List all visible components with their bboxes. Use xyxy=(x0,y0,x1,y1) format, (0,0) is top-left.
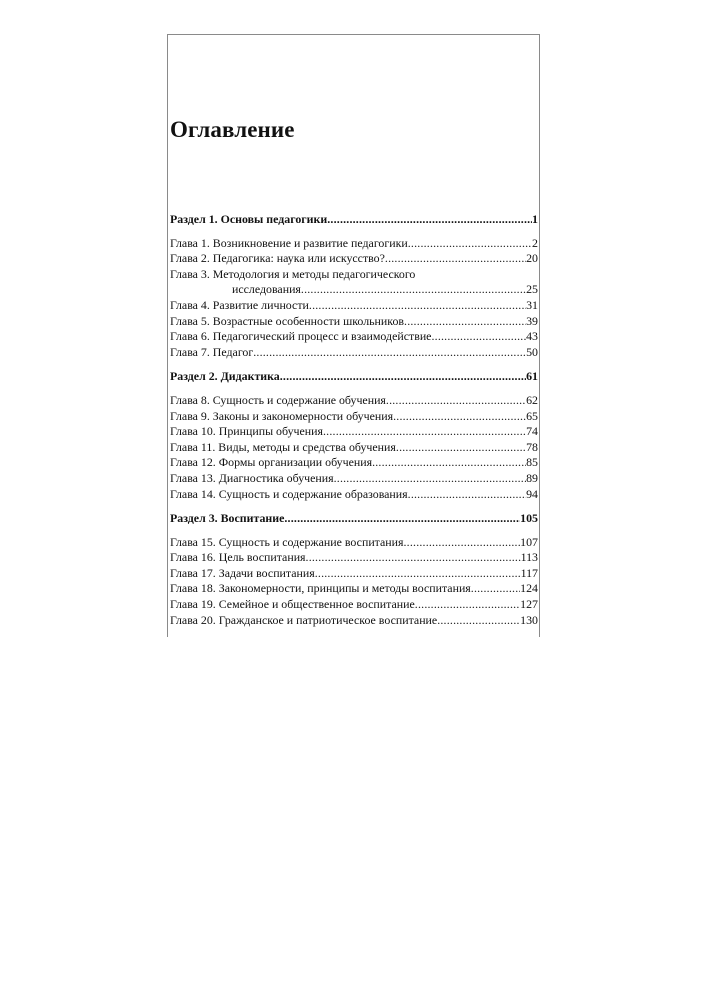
document-page xyxy=(167,34,540,637)
toc-chapter-17[interactable] xyxy=(170,566,538,582)
table-of-contents xyxy=(170,212,538,628)
toc-page-number: 25 xyxy=(526,282,538,297)
toc-entry-label: Глава 18. Закономерности, принципы и методы воспитания xyxy=(170,581,471,596)
toc-page-number: 65 xyxy=(526,408,538,423)
toc-page-number: 1 xyxy=(532,212,538,226)
toc-entry-label: Глава 11. Виды, методы и средства обучения xyxy=(170,439,396,454)
toc-page-number: 89 xyxy=(526,470,538,485)
toc-page-number: 113 xyxy=(520,550,538,565)
toc-entry-label: Глава 14. Сущность и содержание образования xyxy=(170,486,408,501)
toc-page-number: 85 xyxy=(526,455,538,470)
toc-chapter-11[interactable] xyxy=(170,440,538,456)
toc-section-2[interactable] xyxy=(170,369,538,385)
toc-entry-label: Глава 5. Возрастные особенности школьников xyxy=(170,313,405,328)
toc-page-number: 107 xyxy=(520,534,538,549)
dot-leader xyxy=(315,566,521,582)
dot-leader xyxy=(372,455,526,471)
toc-page-number: 117 xyxy=(520,565,538,580)
dot-leader xyxy=(306,550,521,566)
toc-page-number: 39 xyxy=(526,313,538,328)
dot-leader xyxy=(323,424,526,440)
toc-entry-label: Глава 19. Семейное и общественное воспитание xyxy=(170,597,415,612)
toc-chapter-9[interactable] xyxy=(170,409,538,425)
dot-leader xyxy=(437,613,520,629)
page-title: Оглавление xyxy=(170,117,295,142)
toc-entry-label: Глава 7. Педагог xyxy=(170,344,254,359)
toc-section-1[interactable] xyxy=(170,212,538,228)
toc-chapter-7[interactable] xyxy=(170,345,538,361)
dot-leader xyxy=(386,393,526,409)
toc-page-number: 61 xyxy=(526,369,538,384)
toc-chapter-4[interactable] xyxy=(170,298,538,314)
toc-entry-label: Глава 8. Сущность и содержание обучения xyxy=(170,392,386,407)
toc-entry-label: Глава 6. Педагогический процесс и взаимодействие xyxy=(170,329,432,344)
toc-entry-label: Глава 20. Гражданское и патриотическое воспитание xyxy=(170,612,438,627)
toc-page-number: 31 xyxy=(526,297,538,312)
dot-leader xyxy=(393,409,526,425)
dot-leader xyxy=(284,511,520,527)
toc-entry-label: Глава 16. Цель воспитания xyxy=(170,550,306,565)
dot-leader xyxy=(334,471,527,487)
dot-leader xyxy=(431,329,526,345)
toc-chapter-18[interactable] xyxy=(170,581,538,597)
toc-entry-label: Глава 12. Формы организации обучения xyxy=(170,455,373,470)
spacer xyxy=(170,228,538,236)
toc-chapter-6[interactable] xyxy=(170,329,538,345)
spacer xyxy=(170,360,538,369)
toc-entry-label: Глава 13. Диагностика обучения xyxy=(170,470,334,485)
toc-entry-label: Глава 4. Развитие личности xyxy=(170,297,309,312)
toc-chapter-12[interactable] xyxy=(170,455,538,471)
toc-chapter-16[interactable] xyxy=(170,550,538,566)
spacer xyxy=(170,502,538,511)
toc-entry-label: Глава 17. Задачи воспитания xyxy=(170,565,315,580)
toc-entry-label: Раздел 1. Основы педагогики xyxy=(170,212,328,226)
toc-chapter-20[interactable] xyxy=(170,613,538,629)
toc-chapter-8[interactable] xyxy=(170,393,538,409)
dot-leader xyxy=(396,440,526,456)
toc-page-number: 105 xyxy=(520,511,538,526)
dot-leader xyxy=(309,298,526,314)
toc-entry-label: Глава 15. Сущность и содержание воспитания xyxy=(170,534,404,549)
dot-leader xyxy=(471,581,520,597)
toc-chapter-10[interactable] xyxy=(170,424,538,440)
toc-entry-label: Раздел 2. Дидактика xyxy=(170,369,280,384)
toc-entry-label: Глава 2. Педагогика: наука или искусство? xyxy=(170,251,385,266)
toc-chapter-19[interactable] xyxy=(170,597,538,613)
toc-page-number: 20 xyxy=(526,251,538,266)
toc-page-number: 74 xyxy=(526,424,538,439)
toc-chapter-13[interactable] xyxy=(170,471,538,487)
toc-page-number: 43 xyxy=(526,329,538,344)
dot-leader xyxy=(385,251,526,267)
toc-entry-label: Глава 3. Методология и методы педагогического xyxy=(170,266,416,281)
spacer xyxy=(170,527,538,535)
dot-leader xyxy=(301,282,526,298)
toc-chapter-3-line-1[interactable] xyxy=(170,267,538,283)
dot-leader xyxy=(404,535,521,551)
dot-leader xyxy=(280,369,526,385)
toc-chapter-5[interactable] xyxy=(170,314,538,330)
toc-section-3[interactable] xyxy=(170,511,538,527)
toc-page-number: 62 xyxy=(526,392,538,407)
toc-page-number: 2 xyxy=(532,235,538,250)
dot-leader xyxy=(408,236,532,252)
dot-leader xyxy=(408,487,526,503)
toc-chapter-1[interactable] xyxy=(170,236,538,252)
toc-page-number: 94 xyxy=(526,486,538,501)
toc-entry-label: Глава 10. Принципы обучения xyxy=(170,424,323,439)
toc-entry-label: исследования xyxy=(232,282,301,297)
dot-leader xyxy=(404,314,526,330)
spacer xyxy=(170,385,538,393)
toc-page-number: 78 xyxy=(526,439,538,454)
dot-leader xyxy=(253,345,526,361)
toc-entry-label: Глава 1. Возникновение и развитие педагогики xyxy=(170,235,408,250)
dot-leader xyxy=(415,597,520,613)
toc-chapter-14[interactable] xyxy=(170,487,538,503)
toc-page-number: 124 xyxy=(520,581,538,596)
dot-leader xyxy=(327,212,532,228)
toc-chapter-3-line-2[interactable] xyxy=(170,282,538,298)
toc-page-number: 127 xyxy=(520,597,538,612)
toc-chapter-2[interactable] xyxy=(170,251,538,267)
toc-entry-label: Глава 9. Законы и закономерности обучения xyxy=(170,408,394,423)
toc-entry-label: Раздел 3. Воспитание xyxy=(170,511,285,526)
toc-page-number: 130 xyxy=(520,612,538,627)
toc-chapter-15[interactable] xyxy=(170,535,538,551)
toc-page-number: 50 xyxy=(526,344,538,359)
